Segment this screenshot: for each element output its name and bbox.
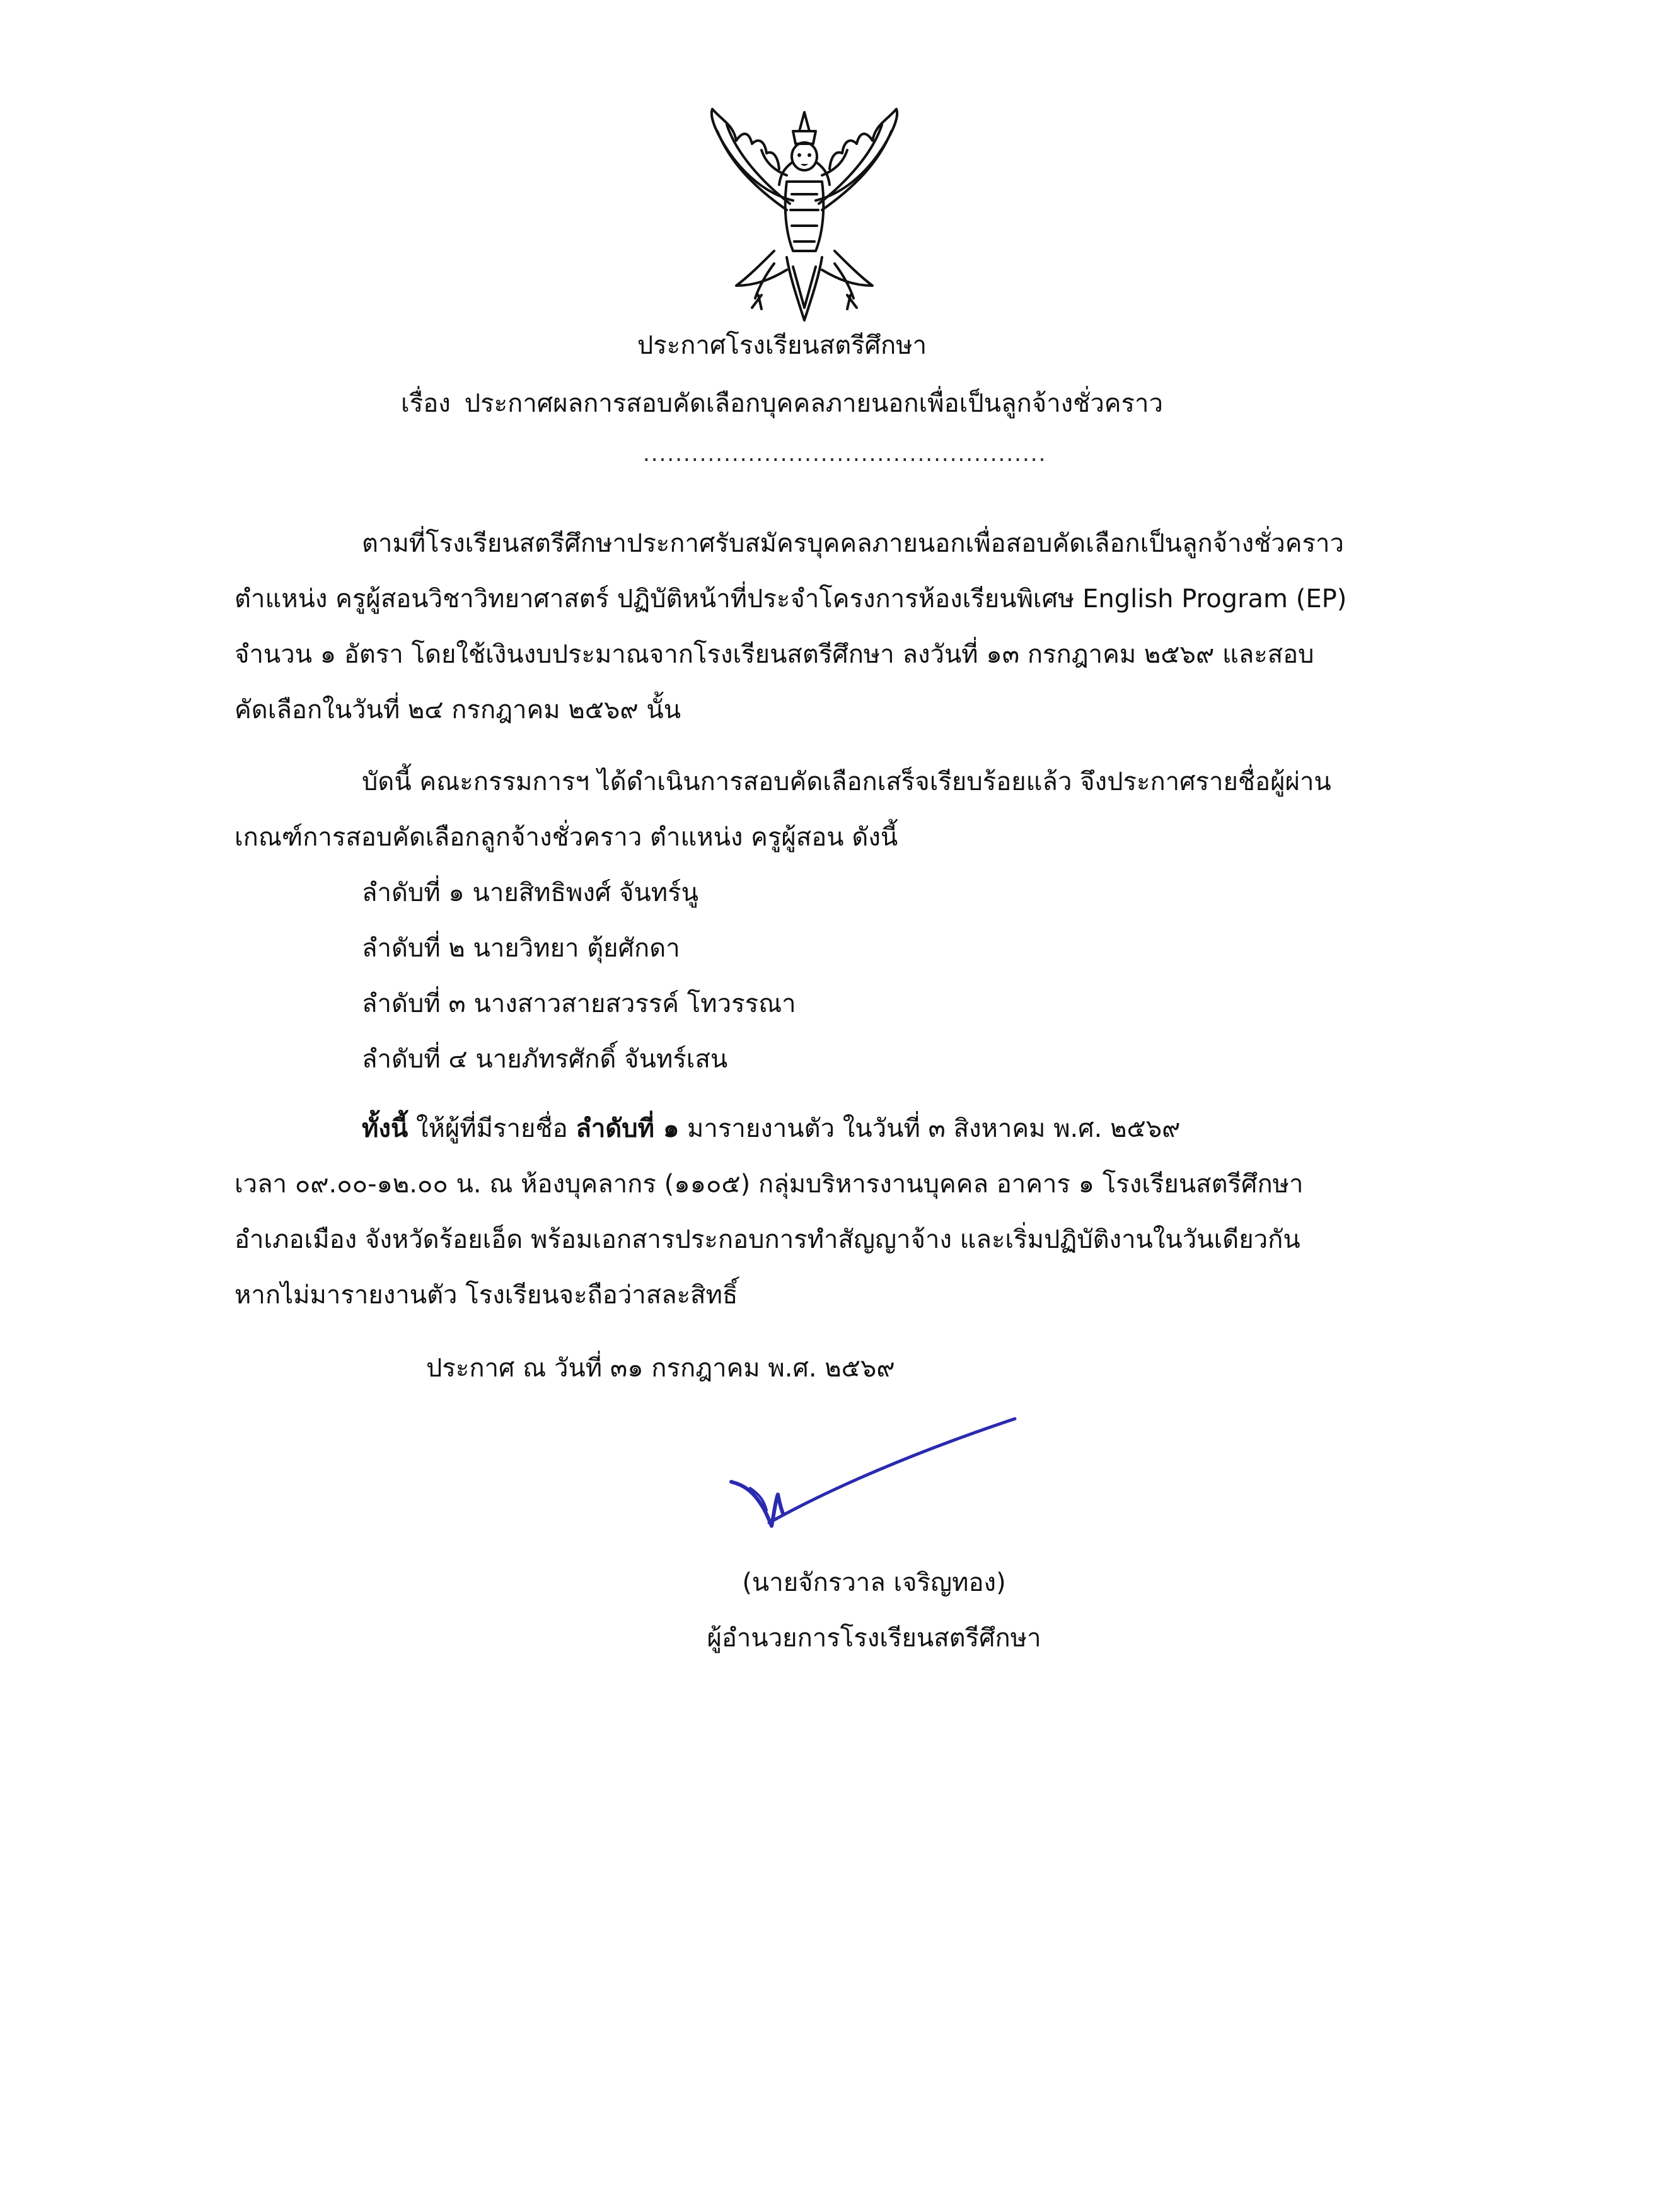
candidate-item: ลำดับที่ ๒ นายวิทยา ตุ้ยศักดา: [362, 934, 680, 963]
candidate-item: ลำดับที่ ๑ นายสิทธิพงศ์ จันทร์นู: [362, 878, 698, 907]
announce-date: ประกาศ ณ วันที่ ๓๑ กรกฎาคม พ.ศ. ๒๕๖๙: [426, 1354, 895, 1383]
paragraph-line: ตำแหน่ง ครูผู้สอนวิชาวิทยาศาสตร์ ปฏิบัติหน้าที่ประจำโครงการห้องเรียนพิเศษ English Program (EP): [235, 585, 1347, 614]
subject-line: [0, 385, 1564, 422]
paragraph-text: ให้ผู้ที่มีรายชื่อ: [408, 1114, 576, 1143]
signer-position: ผู้อำนวยการโรงเรียนสตรีศึกษา: [707, 1624, 1041, 1653]
paragraph-line: ตามที่โรงเรียนสตรีศึกษาประกาศรับสมัครบุคคลภายนอกเพื่อสอบคัดเลือกเป็นลูกจ้างชั่วคราว: [362, 529, 1344, 558]
paragraph-line: เวลา ๐๙.๐๐-๑๒.๐๐ น. ณ ห้องบุคลากร (๑๑๐๕) กลุ่มบริหารงานบุคคล อาคาร ๑ โรงเรียนสตรีศึกษา: [235, 1170, 1304, 1199]
candidate-item: ลำดับที่ ๓ นางสาวสายสวรรค์ โทวรรณา: [362, 989, 796, 1018]
paragraph-line: จำนวน ๑ อัตรา โดยใช้เงินงบประมาณจากโรงเรียนสตรีศึกษา ลงวันที่ ๑๓ กรกฎาคม ๒๕๖๙ และสอบ: [235, 640, 1314, 669]
subject-text: ประกาศผลการสอบคัดเลือกบุคคลภายนอกเพื่อเป็นลูกจ้างชั่วคราว: [464, 389, 1163, 418]
page-title: ประกาศโรงเรียนสตรีศึกษา: [637, 331, 927, 360]
paragraph-line: เกณฑ์การสอบคัดเลือกลูกจ้างชั่วคราว ตำแหน่ง ครูผู้สอน ดังนี้: [235, 823, 898, 852]
handwritten-signature: [725, 1406, 1021, 1545]
emphasis-text: ลำดับที่ ๑: [576, 1114, 680, 1143]
paragraph-line: หากไม่มารายงานตัว โรงเรียนจะถือว่าสละสิทธิ์: [235, 1281, 738, 1310]
paragraph-text: มารายงานตัว ในวันที่ ๓ สิงหาคม พ.ศ. ๒๕๖๙: [679, 1114, 1181, 1143]
signer-name: (นายจักรวาล เจริญทอง): [742, 1568, 1006, 1597]
paragraph-line: บัดนี้ คณะกรรมการฯ ได้ดำเนินการสอบคัดเลือกเสร็จเรียบร้อยแล้ว จึงประกาศรายชื่อผู้ผ่าน: [362, 767, 1331, 796]
candidate-item: ลำดับที่ ๔ นายภัทรศักดิ์ จันทร์เสน: [362, 1045, 728, 1074]
subject-label: เรื่อง: [401, 389, 451, 418]
dotted-divider: ..................................................: [643, 441, 1047, 467]
garuda-emblem-icon: [698, 106, 910, 328]
paragraph-line: อำเภอเมือง จังหวัดร้อยเอ็ด พร้อมเอกสารประกอบการทำสัญญาจ้าง และเริ่มปฏิบัติงานในวันเดียวกัน: [235, 1225, 1300, 1254]
emphasis-text: ทั้งนี้: [362, 1114, 408, 1143]
paragraph-line: [362, 1110, 1180, 1148]
paragraph-line: คัดเลือกในวันที่ ๒๔ กรกฎาคม ๒๕๖๙ นั้น: [235, 696, 681, 725]
